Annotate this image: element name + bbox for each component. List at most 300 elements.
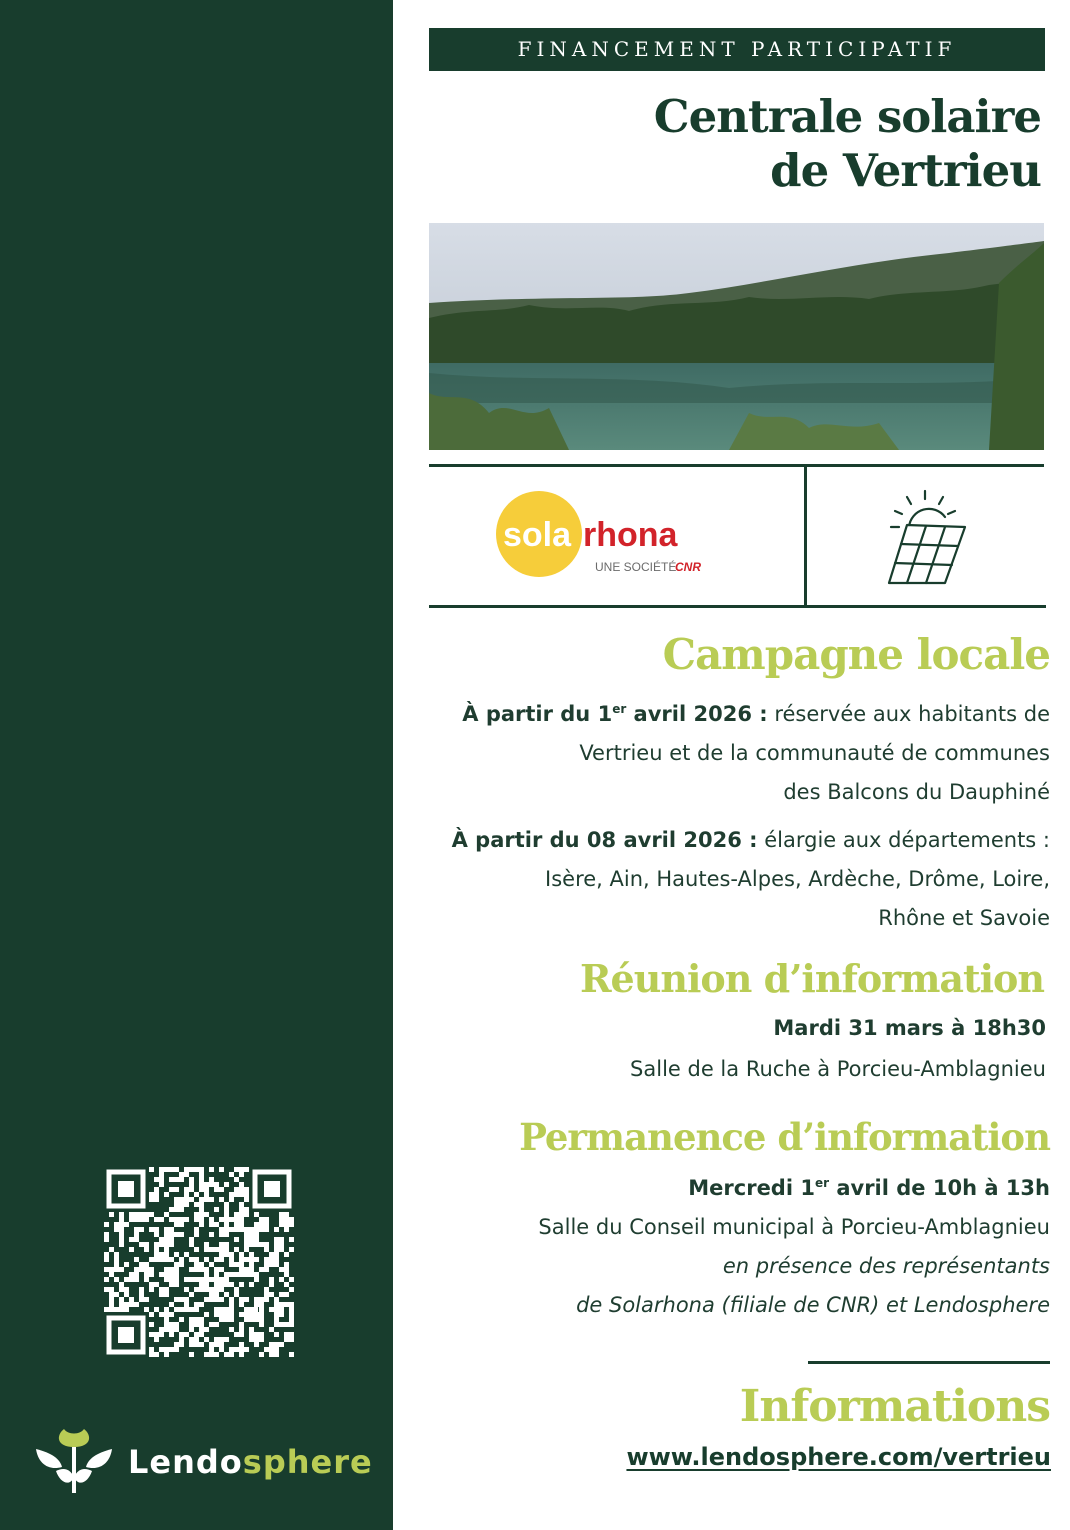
qr-module — [134, 1277, 139, 1282]
qr-module — [214, 1292, 219, 1297]
qr-module — [209, 1277, 214, 1282]
qr-module — [249, 1237, 254, 1242]
qr-module — [109, 1212, 114, 1217]
qr-module — [234, 1262, 239, 1267]
qr-module — [189, 1257, 194, 1262]
campagne-p1-line-3: des Balcons du Dauphiné — [783, 780, 1050, 804]
qr-module — [189, 1177, 194, 1182]
qr-module — [174, 1217, 179, 1222]
qr-module — [284, 1282, 289, 1287]
qr-module — [229, 1297, 234, 1302]
qr-module — [199, 1207, 204, 1212]
qr-module — [214, 1187, 219, 1192]
qr-module — [204, 1272, 209, 1277]
qr-module — [149, 1267, 154, 1272]
qr-module — [234, 1347, 239, 1352]
qr-module — [139, 1287, 144, 1292]
qr-module — [189, 1267, 194, 1272]
qr-module — [149, 1212, 154, 1217]
qr-module — [204, 1212, 209, 1217]
qr-module — [214, 1272, 219, 1277]
qr-module — [274, 1312, 279, 1317]
qr-module — [189, 1337, 194, 1342]
qr-module — [234, 1212, 239, 1217]
qr-module — [274, 1252, 279, 1257]
qr-module — [254, 1332, 259, 1337]
qr-module — [184, 1172, 189, 1177]
qr-module — [204, 1267, 209, 1272]
qr-module — [249, 1262, 254, 1267]
qr-module — [254, 1222, 259, 1227]
qr-module — [114, 1222, 119, 1227]
qr-module — [199, 1332, 204, 1337]
qr-code[interactable] — [104, 1167, 294, 1357]
qr-module — [189, 1352, 194, 1357]
qr-module — [199, 1317, 204, 1322]
qr-module — [224, 1337, 229, 1342]
qr-module — [279, 1292, 284, 1297]
qr-module — [164, 1322, 169, 1327]
title-line-2: de Vertrieu — [770, 144, 1041, 197]
qr-module — [114, 1257, 119, 1262]
qr-module — [239, 1252, 244, 1257]
qr-module — [244, 1272, 249, 1277]
divider-top — [429, 464, 1044, 467]
qr-module — [274, 1237, 279, 1242]
qr-module — [214, 1207, 219, 1212]
qr-module — [239, 1352, 244, 1357]
qr-module — [174, 1202, 179, 1207]
qr-module — [239, 1257, 244, 1262]
qr-module — [209, 1197, 214, 1202]
campagne-p2-line-3: Rhône et Savoie — [878, 906, 1050, 930]
qr-module — [189, 1197, 194, 1202]
qr-module — [164, 1242, 169, 1247]
qr-module — [289, 1287, 294, 1292]
qr-module — [224, 1222, 229, 1227]
qr-module — [204, 1247, 209, 1252]
qr-module — [164, 1257, 169, 1262]
qr-module — [159, 1332, 164, 1337]
qr-module — [149, 1347, 154, 1352]
qr-module — [134, 1227, 139, 1232]
qr-module — [219, 1242, 224, 1247]
qr-module — [224, 1202, 229, 1207]
qr-module — [279, 1307, 284, 1312]
qr-module — [279, 1277, 284, 1282]
qr-module — [199, 1177, 204, 1182]
qr-module — [204, 1287, 209, 1292]
qr-module — [154, 1227, 159, 1232]
heading-campagne-locale: Campagne locale — [662, 630, 1050, 679]
qr-module — [254, 1242, 259, 1247]
qr-module — [249, 1252, 254, 1257]
qr-module — [209, 1287, 214, 1292]
qr-module — [249, 1242, 254, 1247]
qr-module — [199, 1217, 204, 1222]
qr-module — [219, 1277, 224, 1282]
qr-module — [154, 1232, 159, 1237]
qr-module — [219, 1347, 224, 1352]
qr-module — [264, 1257, 269, 1262]
qr-module — [209, 1342, 214, 1347]
qr-module — [274, 1322, 279, 1327]
qr-module — [119, 1307, 124, 1312]
qr-module — [279, 1267, 284, 1272]
qr-module — [254, 1277, 259, 1282]
qr-module — [269, 1307, 274, 1312]
heading-reunion: Réunion d’information — [579, 956, 1044, 1001]
qr-module — [119, 1237, 124, 1242]
qr-module — [224, 1282, 229, 1287]
qr-module — [214, 1267, 219, 1272]
qr-module — [289, 1307, 294, 1312]
qr-module — [174, 1167, 179, 1172]
qr-module — [219, 1317, 224, 1322]
qr-module — [129, 1277, 134, 1282]
qr-module — [184, 1192, 189, 1197]
qr-module — [254, 1257, 259, 1262]
qr-module — [194, 1232, 199, 1237]
qr-module — [174, 1342, 179, 1347]
qr-module — [254, 1342, 259, 1347]
qr-module — [139, 1227, 144, 1232]
qr-module — [239, 1262, 244, 1267]
qr-module — [219, 1257, 224, 1262]
qr-module — [224, 1317, 229, 1322]
qr-module — [124, 1222, 129, 1227]
qr-module — [229, 1257, 234, 1262]
qr-module — [199, 1172, 204, 1177]
qr-module — [239, 1327, 244, 1332]
qr-module — [179, 1342, 184, 1347]
qr-module — [269, 1347, 274, 1352]
qr-module — [234, 1287, 239, 1292]
campagne-p1-lead — [462, 702, 767, 726]
qr-module — [159, 1167, 164, 1172]
qr-module — [224, 1212, 229, 1217]
qr-module — [159, 1182, 164, 1187]
qr-module — [194, 1332, 199, 1337]
qr-module — [244, 1187, 249, 1192]
qr-module — [259, 1302, 264, 1307]
qr-module — [274, 1307, 279, 1312]
qr-module — [244, 1207, 249, 1212]
qr-module — [169, 1347, 174, 1352]
qr-module — [219, 1297, 224, 1302]
qr-module — [229, 1312, 234, 1317]
qr-module — [164, 1292, 169, 1297]
website-link[interactable]: www.lendosphere.com/vertrieu — [626, 1443, 1051, 1471]
qr-module — [289, 1277, 294, 1282]
qr-module — [169, 1282, 174, 1287]
qr-module — [194, 1317, 199, 1322]
qr-module — [174, 1252, 179, 1257]
logo-word-rhona: rhona — [583, 516, 678, 554]
qr-module — [244, 1347, 249, 1352]
qr-module — [174, 1272, 179, 1277]
qr-module — [264, 1217, 269, 1222]
qr-module — [194, 1217, 199, 1222]
qr-module — [159, 1252, 164, 1257]
qr-module — [239, 1227, 244, 1232]
qr-module — [164, 1287, 169, 1292]
qr-module — [174, 1322, 179, 1327]
qr-module — [199, 1342, 204, 1347]
qr-module — [214, 1322, 219, 1327]
qr-module — [199, 1277, 204, 1282]
heading-informations: Informations — [739, 1381, 1050, 1432]
qr-module — [229, 1347, 234, 1352]
qr-module — [244, 1297, 249, 1302]
qr-module — [244, 1227, 249, 1232]
qr-module — [194, 1192, 199, 1197]
qr-module — [164, 1317, 169, 1322]
qr-module — [174, 1267, 179, 1272]
qr-module — [184, 1217, 189, 1222]
qr-module — [154, 1307, 159, 1312]
qr-module — [154, 1187, 159, 1192]
qr-module — [104, 1287, 109, 1292]
qr-module — [219, 1232, 224, 1237]
qr-module — [279, 1212, 284, 1217]
qr-module — [179, 1337, 184, 1342]
qr-module — [124, 1302, 129, 1307]
qr-module — [149, 1332, 154, 1337]
logo-tagline: UNE SOCIÉTÉ — [595, 560, 677, 574]
qr-module — [199, 1267, 204, 1272]
qr-module — [289, 1217, 294, 1222]
qr-module — [169, 1302, 174, 1307]
qr-module — [174, 1197, 179, 1202]
qr-module — [164, 1267, 169, 1272]
p1-text-1: réservée aux habitants de — [767, 702, 1050, 726]
qr-module — [179, 1202, 184, 1207]
qr-module — [254, 1302, 259, 1307]
qr-module — [119, 1267, 124, 1272]
qr-module — [204, 1297, 209, 1302]
qr-module — [249, 1337, 254, 1342]
qr-module — [134, 1302, 139, 1307]
qr-module — [169, 1277, 174, 1282]
qr-module — [244, 1232, 249, 1237]
qr-module — [244, 1242, 249, 1247]
qr-module — [154, 1242, 159, 1247]
qr-module — [199, 1282, 204, 1287]
qr-module — [189, 1292, 194, 1297]
qr-module — [229, 1327, 234, 1332]
qr-module — [209, 1232, 214, 1237]
qr-module — [234, 1217, 239, 1222]
qr-module — [179, 1257, 184, 1262]
qr-module — [159, 1217, 164, 1222]
qr-module — [214, 1312, 219, 1317]
reunion-date-text: Mardi 31 mars à 18h30 — [773, 1016, 1046, 1040]
qr-module — [244, 1212, 249, 1217]
qr-module — [169, 1232, 174, 1237]
qr-module — [224, 1232, 229, 1237]
qr-module — [209, 1352, 214, 1357]
qr-module — [264, 1227, 269, 1232]
qr-module — [214, 1282, 219, 1287]
qr-module — [149, 1192, 154, 1197]
informations-divider — [808, 1361, 1050, 1364]
qr-module — [259, 1267, 264, 1272]
qr-module — [229, 1262, 234, 1267]
qr-module — [254, 1297, 259, 1302]
campagne-p2-lead: À partir du 08 avril 2026 : — [451, 828, 758, 852]
qr-module — [269, 1352, 274, 1357]
qr-module — [194, 1212, 199, 1217]
qr-module — [159, 1347, 164, 1352]
qr-module — [229, 1317, 234, 1322]
qr-module — [224, 1242, 229, 1247]
qr-module — [254, 1212, 259, 1217]
permanence-date-b: avril de 10h à 13h — [829, 1176, 1050, 1200]
qr-module — [149, 1227, 154, 1232]
qr-module — [289, 1337, 294, 1342]
qr-module — [249, 1257, 254, 1262]
qr-module — [184, 1307, 189, 1312]
qr-module — [179, 1297, 184, 1302]
qr-module — [154, 1337, 159, 1342]
qr-module — [264, 1287, 269, 1292]
qr-module — [234, 1247, 239, 1252]
qr-module — [169, 1177, 174, 1182]
qr-module — [139, 1297, 144, 1302]
qr-module — [194, 1267, 199, 1272]
qr-module — [249, 1267, 254, 1272]
qr-module — [274, 1332, 279, 1337]
qr-module — [134, 1237, 139, 1242]
qr-module — [274, 1347, 279, 1352]
qr-module — [119, 1302, 124, 1307]
qr-module — [274, 1302, 279, 1307]
qr-module — [194, 1202, 199, 1207]
qr-module — [199, 1167, 204, 1172]
qr-module — [199, 1202, 204, 1207]
qr-module — [279, 1312, 284, 1317]
qr-module — [264, 1222, 269, 1227]
qr-module — [139, 1242, 144, 1247]
qr-module — [139, 1292, 144, 1297]
qr-module — [209, 1217, 214, 1222]
qr-module — [109, 1247, 114, 1252]
qr-module — [239, 1192, 244, 1197]
qr-module — [184, 1277, 189, 1282]
qr-module — [234, 1177, 239, 1182]
qr-module — [194, 1247, 199, 1252]
qr-module — [114, 1252, 119, 1257]
qr-module — [279, 1342, 284, 1347]
qr-module — [219, 1287, 224, 1292]
qr-module — [234, 1272, 239, 1277]
qr-module — [224, 1252, 229, 1257]
lake-landscape-photo — [429, 223, 1044, 450]
campagne-paragraph-2 — [410, 821, 1050, 938]
qr-module — [284, 1322, 289, 1327]
qr-module — [239, 1282, 244, 1287]
qr-module — [259, 1337, 264, 1342]
qr-module — [209, 1297, 214, 1302]
qr-module — [284, 1217, 289, 1222]
qr-module — [214, 1297, 219, 1302]
qr-module — [139, 1217, 144, 1222]
qr-module — [164, 1167, 169, 1172]
qr-module — [164, 1227, 169, 1232]
qr-module — [169, 1312, 174, 1317]
title-line-1: Centrale solaire — [653, 90, 1041, 143]
qr-module — [204, 1257, 209, 1262]
qr-module — [234, 1292, 239, 1297]
qr-module — [199, 1212, 204, 1217]
qr-module — [199, 1182, 204, 1187]
qr-module — [239, 1332, 244, 1337]
qr-module — [199, 1302, 204, 1307]
qr-module — [244, 1167, 249, 1172]
qr-module — [104, 1232, 109, 1237]
qr-module — [179, 1197, 184, 1202]
qr-module — [264, 1242, 269, 1247]
qr-module — [154, 1192, 159, 1197]
qr-module — [194, 1302, 199, 1307]
qr-module — [259, 1297, 264, 1302]
qr-module — [179, 1207, 184, 1212]
qr-module — [119, 1297, 124, 1302]
qr-module — [274, 1342, 279, 1347]
qr-module — [219, 1312, 224, 1317]
qr-module — [284, 1262, 289, 1267]
qr-module — [269, 1262, 274, 1267]
reunion-place: Salle de la Ruche à Porcieu-Amblagnieu — [630, 1057, 1046, 1081]
qr-module — [164, 1327, 169, 1332]
dark-sidebar — [0, 0, 393, 1530]
qr-module — [109, 1297, 114, 1302]
p1-lead-b: avril 2026 : — [626, 702, 768, 726]
qr-module — [104, 1252, 109, 1257]
qr-module — [289, 1302, 294, 1307]
qr-module — [174, 1327, 179, 1332]
qr-module — [244, 1237, 249, 1242]
qr-module — [104, 1257, 109, 1262]
qr-module — [169, 1217, 174, 1222]
qr-module — [149, 1197, 154, 1202]
qr-module — [159, 1257, 164, 1262]
qr-module — [239, 1172, 244, 1177]
qr-module — [264, 1347, 269, 1352]
qr-module — [149, 1257, 154, 1262]
qr-module — [264, 1297, 269, 1302]
qr-module — [289, 1312, 294, 1317]
qr-module — [204, 1282, 209, 1287]
qr-module — [189, 1342, 194, 1347]
qr-module — [199, 1327, 204, 1332]
logo-part-lendo: Lendo — [128, 1443, 243, 1481]
qr-module — [214, 1247, 219, 1252]
qr-module — [259, 1322, 264, 1327]
qr-module — [159, 1327, 164, 1332]
qr-module — [154, 1197, 159, 1202]
qr-module — [279, 1322, 284, 1327]
qr-module — [224, 1182, 229, 1187]
divider-bottom — [429, 605, 1046, 608]
qr-module — [109, 1267, 114, 1272]
qr-module — [259, 1227, 264, 1232]
qr-module — [224, 1292, 229, 1297]
qr-module — [229, 1217, 234, 1222]
qr-module — [204, 1187, 209, 1192]
qr-module — [224, 1352, 229, 1357]
